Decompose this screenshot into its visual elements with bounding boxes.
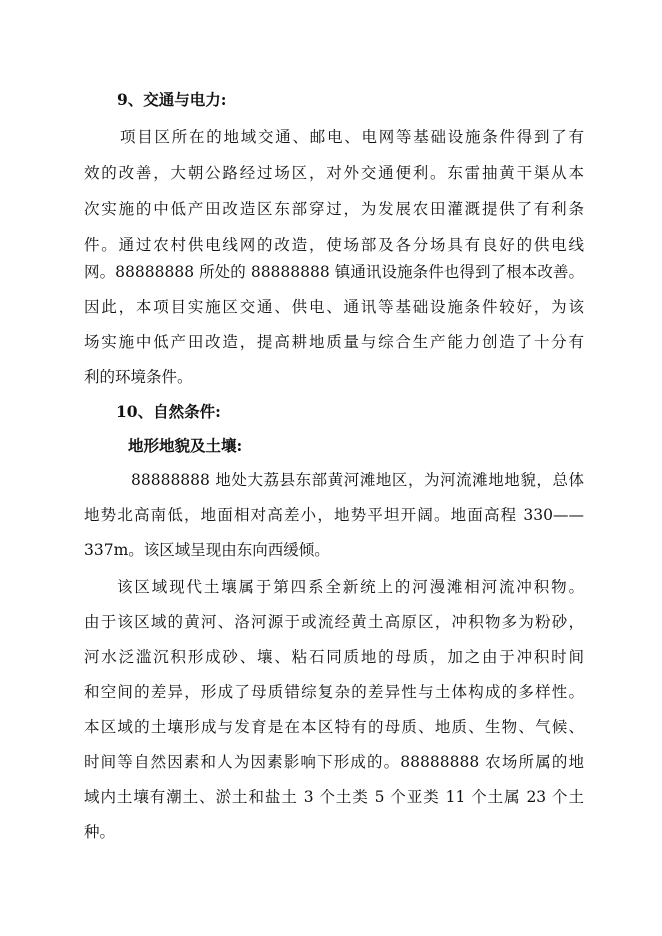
- section-9-line-8: 利的环境条件。: [84, 368, 193, 386]
- soil-line-1: 该区域现代土壤属于第四系全新统上的河漫滩相河流冲积物。: [117, 578, 584, 596]
- terrain-line-3: 337m。该区域呈现由东向西缓倾。: [84, 541, 330, 559]
- section-9-line-4: 件。通过农村供电线网的改造，使场部及各分场具有良好的供电线: [84, 236, 584, 254]
- section-9-line-5: 网。88888888 所处的 88888888 镇通讯设施条件也得到了根本改善。: [84, 263, 584, 281]
- terrain-line-1: 88888888 地处大荔县东部黄河滩地区，为河流滩地地貌，总体: [131, 471, 584, 489]
- soil-line-3: 河水泛滥沉积形成砂、壤、粘石同质地的母质，加之由于冲积时间: [84, 648, 584, 666]
- soil-line-2: 由于该区域的黄河、洛河源于或流经黄土高原区，冲积物多为粉砂，: [84, 613, 584, 631]
- soil-line-8: 种。: [84, 823, 116, 841]
- section-9-line-3: 次实施的中低产田改造区东部穿过，为发展农田灌溉提供了有利条: [84, 200, 584, 218]
- soil-line-4: 和空间的差异，形成了母质错综复杂的差异性与土体构成的多样性。: [84, 683, 584, 701]
- terrain-line-2: 地势北高南低，地面相对高差小，地势平坦开阔。地面高程 330——: [84, 506, 584, 524]
- section-9-heading: 9、交通与电力:: [117, 90, 227, 109]
- terrain-soil-subheading: 地形地貌及土壤:: [128, 436, 243, 455]
- soil-line-6: 时间等自然因素和人为因素影响下形成的。88888888 农场所属的地: [84, 753, 584, 771]
- soil-line-7: 域内土壤有潮土、淤土和盐土 3 个土类 5 个亚类 11 个土属 23 个土: [84, 788, 584, 806]
- section-9-line-1: 项目区所在的地域交通、邮电、电网等基础设施条件得到了有: [120, 128, 584, 146]
- section-10-heading: 10、自然条件:: [116, 402, 221, 421]
- section-9-line-6: 因此，本项目实施区交通、供电、通讯等基础设施条件较好，为该: [84, 298, 584, 316]
- soil-line-5: 本区域的土壤形成与发育是在本区特有的母质、地质、生物、气候、: [84, 718, 584, 736]
- section-9-line-7: 场实施中低产田改造，提高耕地质量与综合生产能力创造了十分有: [84, 333, 584, 351]
- section-9-line-2: 效的改善，大朝公路经过场区，对外交通便利。东雷抽黄干渠从本: [84, 164, 584, 182]
